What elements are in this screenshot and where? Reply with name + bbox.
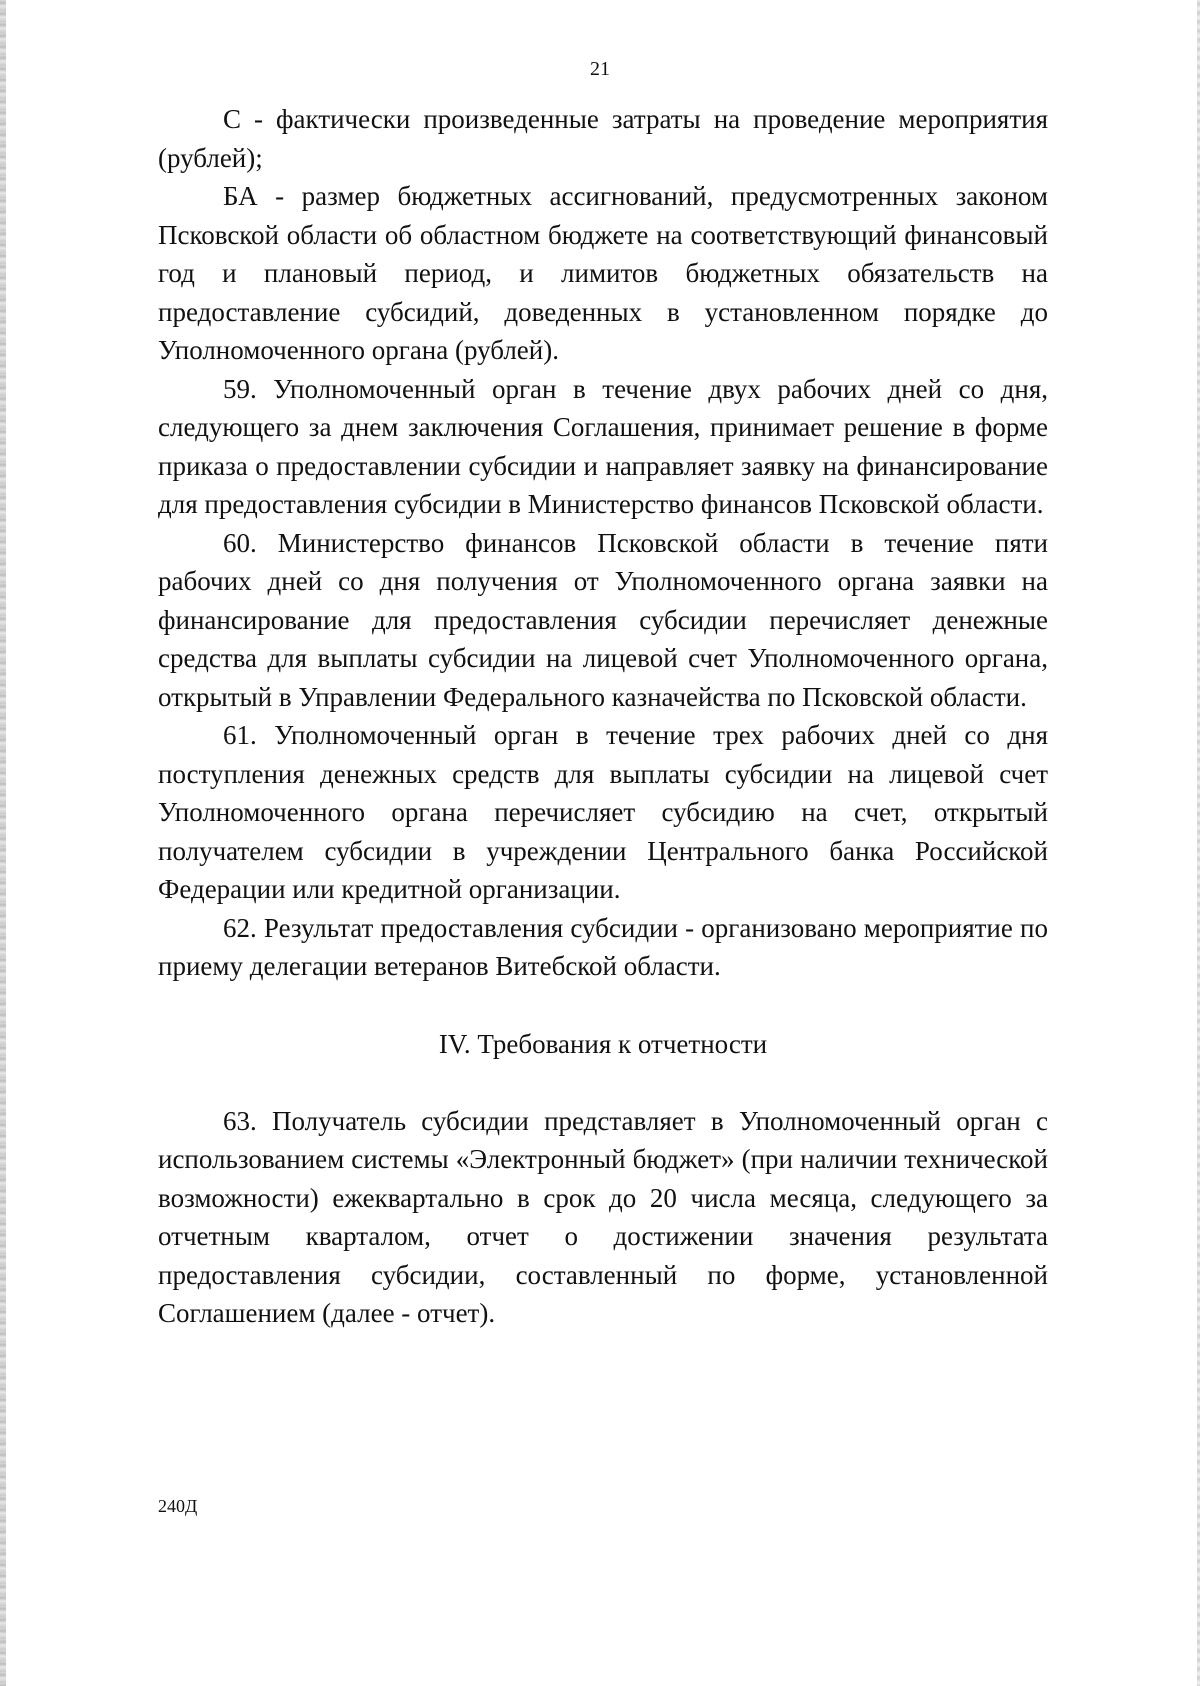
paragraph-c-definition: С - фактически произведенные затраты на проведение мероприятия (рублей); [158,104,1048,173]
document-code: 240Д [158,1496,198,1516]
paragraph-63: 63. Получатель субсидии представляет в Уполномоченный орган с использованием системы «Электронный бюджет» (при наличии технической возможности) ежеквартально в срок до 20 числа месяца, следующего за отчетным кварталом, отчет о достижении значения результата предоставления субсидии, составленный по форме, установленной Соглашением (далее - отчет). [158,1105,1048,1328]
paragraph-ba-definition: БА - размер бюджетных ассигнований, предусмотренных законом Псковской области об областном бюджете на соответствующий финансовый год и плановый период, и лимитов бюджетных обязательств на предоставление субсидий, доведенных в установленном порядке до Уполномоченного органа (рублей). [158,181,1048,365]
section-heading: IV. Требования к отчетности [438,1028,768,1059]
paragraph-59: 59. Уполномоченный орган в течение двух рабочих дней со дня, следующего за днем заключения Соглашения, принимает решение в форме приказа о предоставлении субсидии и направляет заявку на финансирование для предоставления субсидии в Министерство финансов Псковской области. [158,373,1048,519]
page-number: 21 [590,58,610,80]
paragraph-61: 61. Уполномоченный орган в течение трех рабочих дней со дня поступления денежных средств для выплаты субсидии на лицевой счет Уполномоченного органа перечисляет субсидию на счет, открытый получателем субсидии в учреждении Центрального банка Российской Федерации или кредитной организации. [158,720,1048,904]
paragraph-60: 60. Министерство финансов Псковской области в течение пяти рабочих дней со дня получения от Уполномоченного органа заявки на финансирование для предоставления субсидии перечисляет денежные средства для выплаты субсидии на лицевой счет Уполномоченного органа, открытый в Управлении Федерального казначейства по Псковской области. [158,527,1048,712]
scan-edge-left [0,0,6,1686]
document-body [158,100,1048,1333]
paragraph-62: 62. Результат предоставления субсидии - организовано мероприятие по приему делегации ветеранов Витебской области. [158,912,1048,981]
